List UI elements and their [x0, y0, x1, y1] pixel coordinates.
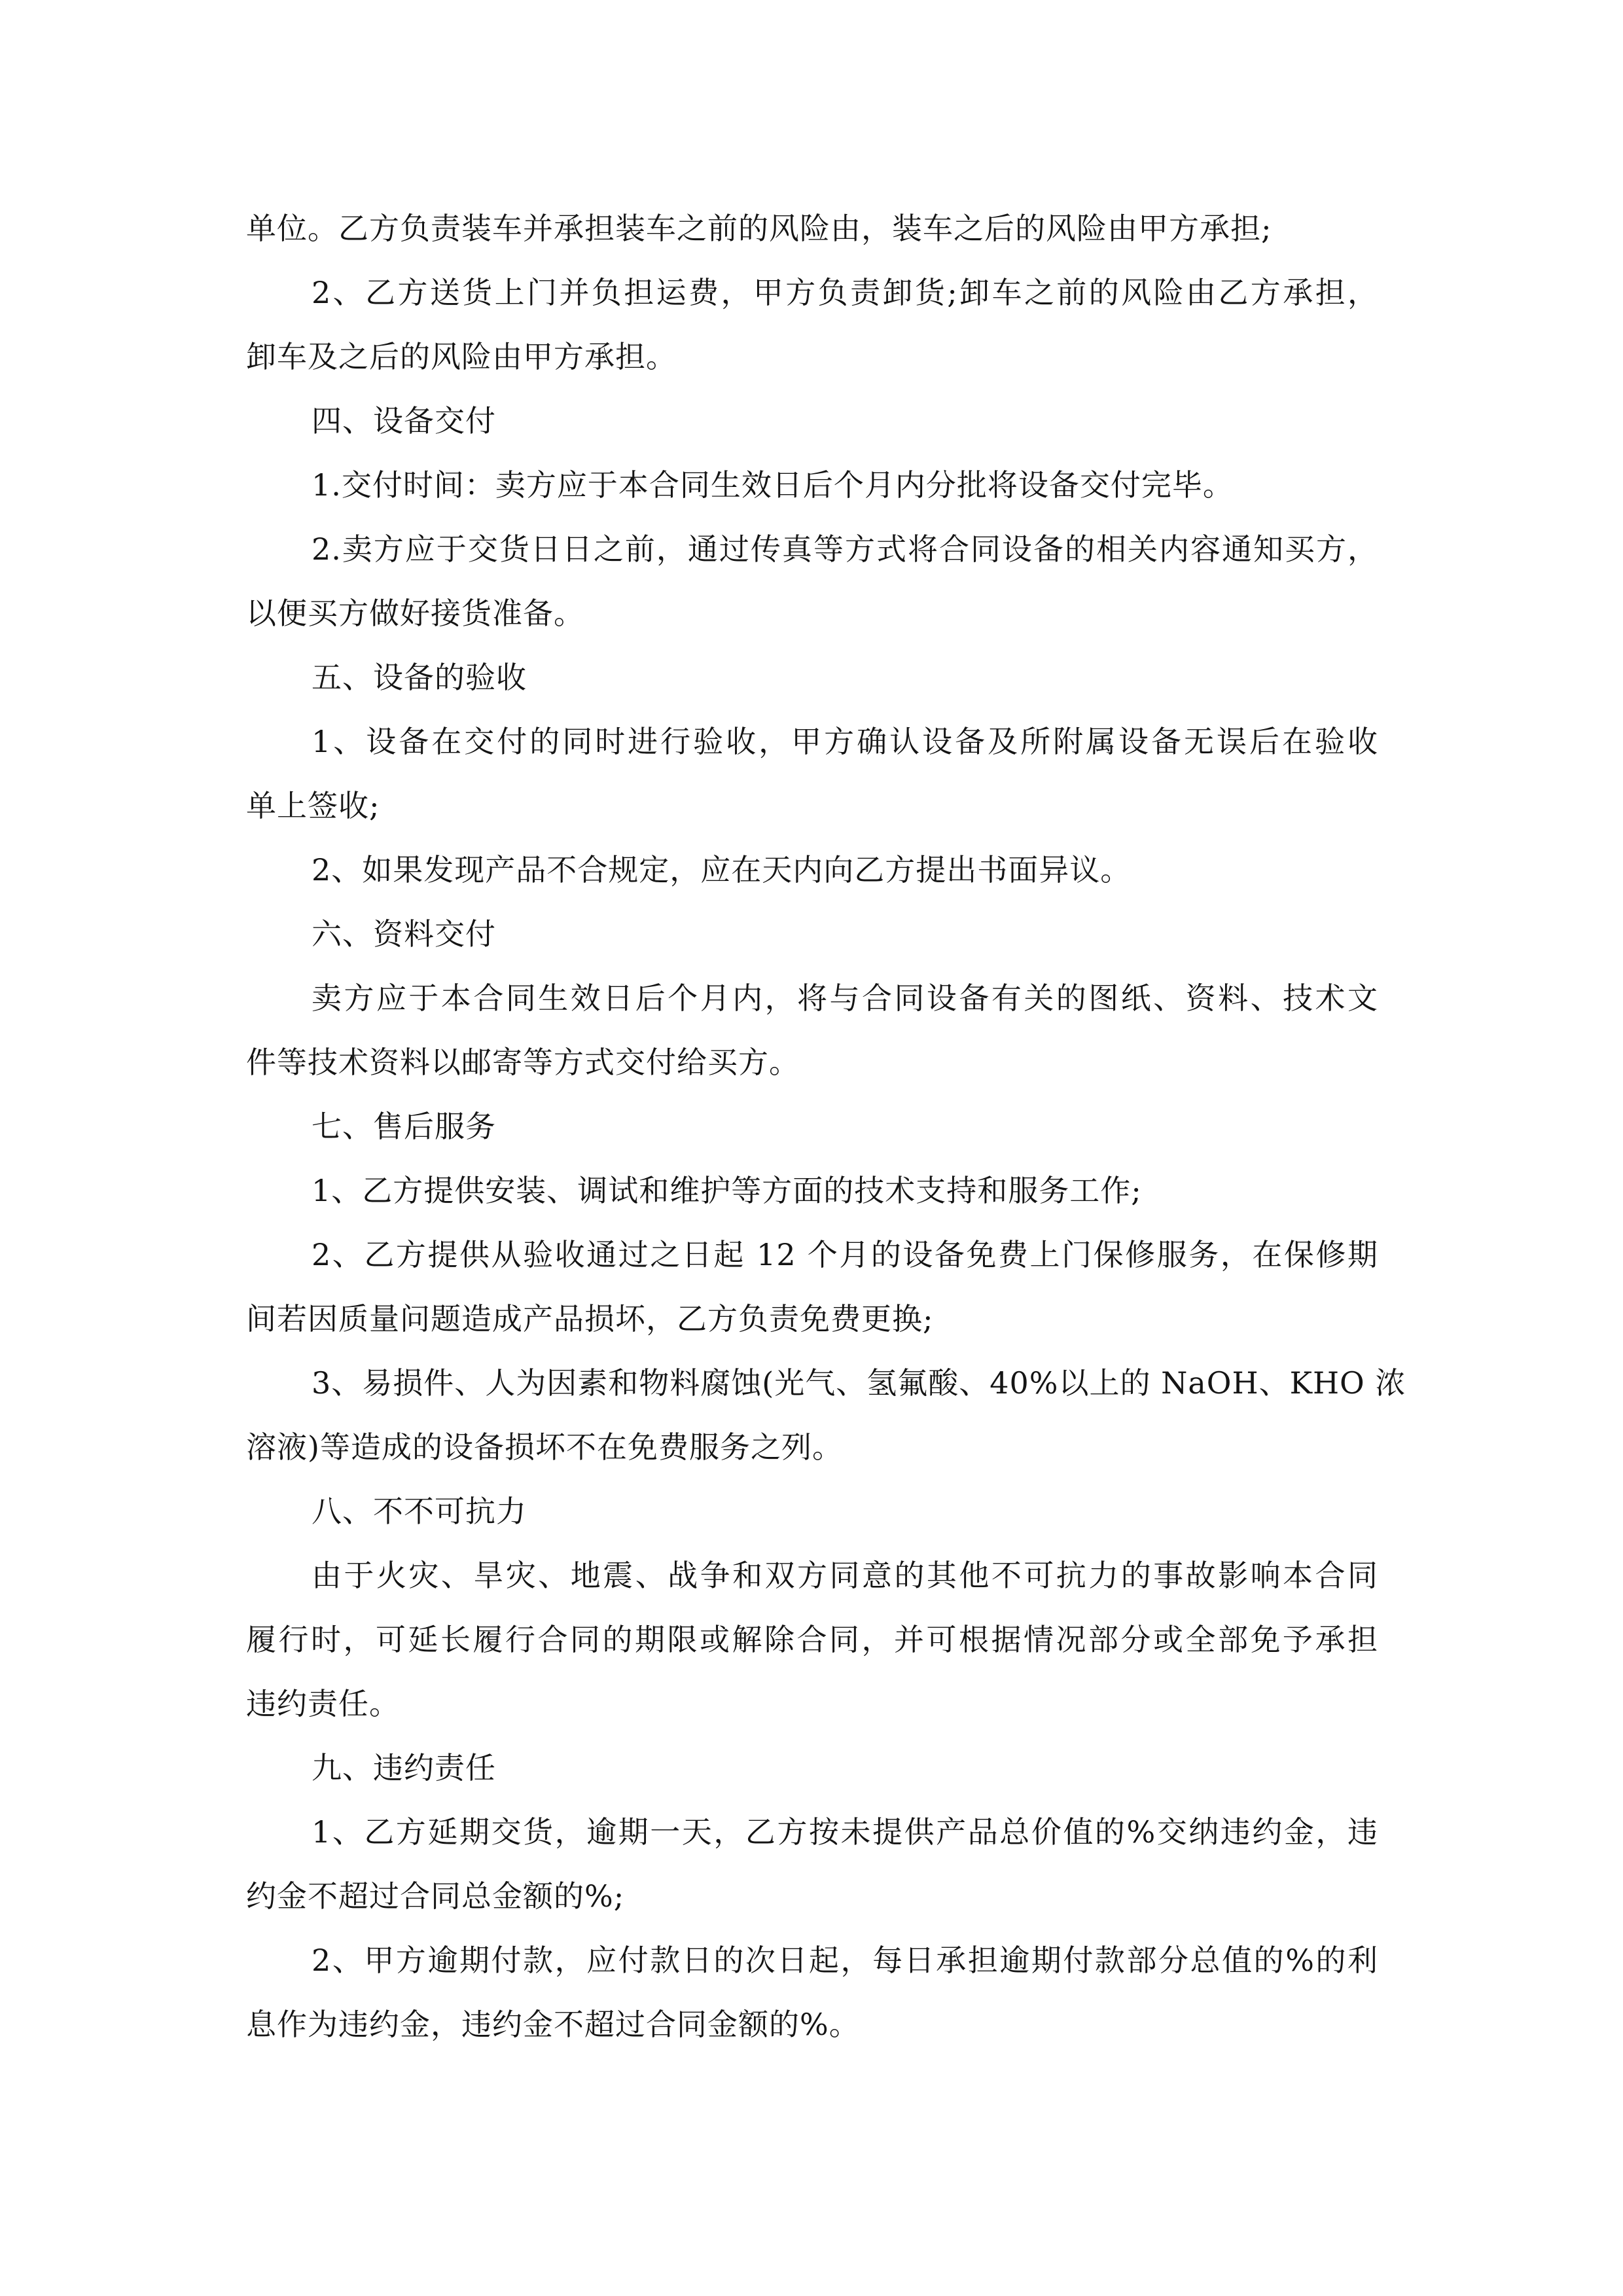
text-line: 3、易损件、人为因素和物料腐蚀(光气、氢氟酸、40%以上的 NaOH、KHO 浓: [312, 1365, 1406, 1401]
text-line: 以便买方做好接货准备。: [246, 596, 584, 631]
text-line: 1、乙方延期交货，逾期一天，乙方按未提供产品总价值的%交纳违约金，违: [312, 1814, 1378, 1850]
text-line: 卸车及之后的风险由甲方承担。: [246, 339, 677, 374]
text-line: 履行时，可延长履行合同的期限或解除合同，并可根据情况部分或全部免予承担: [246, 1622, 1378, 1657]
text-line: 溶液)等造成的设备损坏不在免费服务之列。: [246, 1429, 843, 1465]
text-line: 2、如果发现产品不合规定，应在天内向乙方提出书面异议。: [312, 852, 1132, 888]
text-line: 件等技术资料以邮寄等方式交付给买方。: [246, 1045, 800, 1080]
text-line: 间若因质量问题造成产品损坏，乙方负责免费更换;: [246, 1301, 934, 1336]
section-heading: 九、违约责任: [312, 1750, 496, 1785]
section-heading: 八、不不可抗力: [312, 1494, 527, 1529]
text-line: 1、乙方提供安装、调试和维护等方面的技术支持和服务工作;: [312, 1173, 1142, 1208]
text-line: 1、设备在交付的同时进行验收，甲方确认设备及所附属设备无误后在验收: [312, 724, 1378, 759]
section-heading: 六、资料交付: [312, 916, 496, 952]
text-line: 违约责任。: [246, 1686, 400, 1721]
text-line: 2、乙方送货上门并负担运费，甲方负责卸货;卸车之前的风险由乙方承担，: [312, 275, 1378, 310]
text-line: 息作为违约金，违约金不超过合同金额的%。: [246, 2007, 860, 2042]
text-line: 约金不超过合同总金额的%;: [246, 1878, 625, 1914]
section-heading: 七、售后服务: [312, 1109, 496, 1144]
text-line: 1.交付时间：卖方应于本合同生效日后个月内分批将设备交付完毕。: [312, 467, 1234, 503]
text-line: 由于火灾、旱灾、地震、战争和双方同意的其他不可抗力的事故影响本合同: [312, 1558, 1378, 1593]
text-line: 2.卖方应于交货日日之前，通过传真等方式将合同设备的相关内容通知买方，: [312, 531, 1378, 567]
text-line: 2、甲方逾期付款，应付款日的次日起，每日承担逾期付款部分总值的%的利: [312, 1943, 1378, 1978]
section-heading: 四、设备交付: [312, 403, 496, 439]
text-line: 2、乙方提供从验收通过之日起 12 个月的设备免费上门保修服务，在保修期: [312, 1237, 1378, 1272]
text-line: 卖方应于本合同生效日后个月内，将与合同设备有关的图纸、资料、技术文: [312, 980, 1378, 1016]
document-body: [246, 196, 1406, 2056]
text-line: 单位。乙方负责装车并承担装车之前的风险由，装车之后的风险由甲方承担;: [246, 211, 1272, 246]
text-line: 单上签收;: [246, 788, 380, 823]
section-heading: 五、设备的验收: [312, 660, 527, 695]
